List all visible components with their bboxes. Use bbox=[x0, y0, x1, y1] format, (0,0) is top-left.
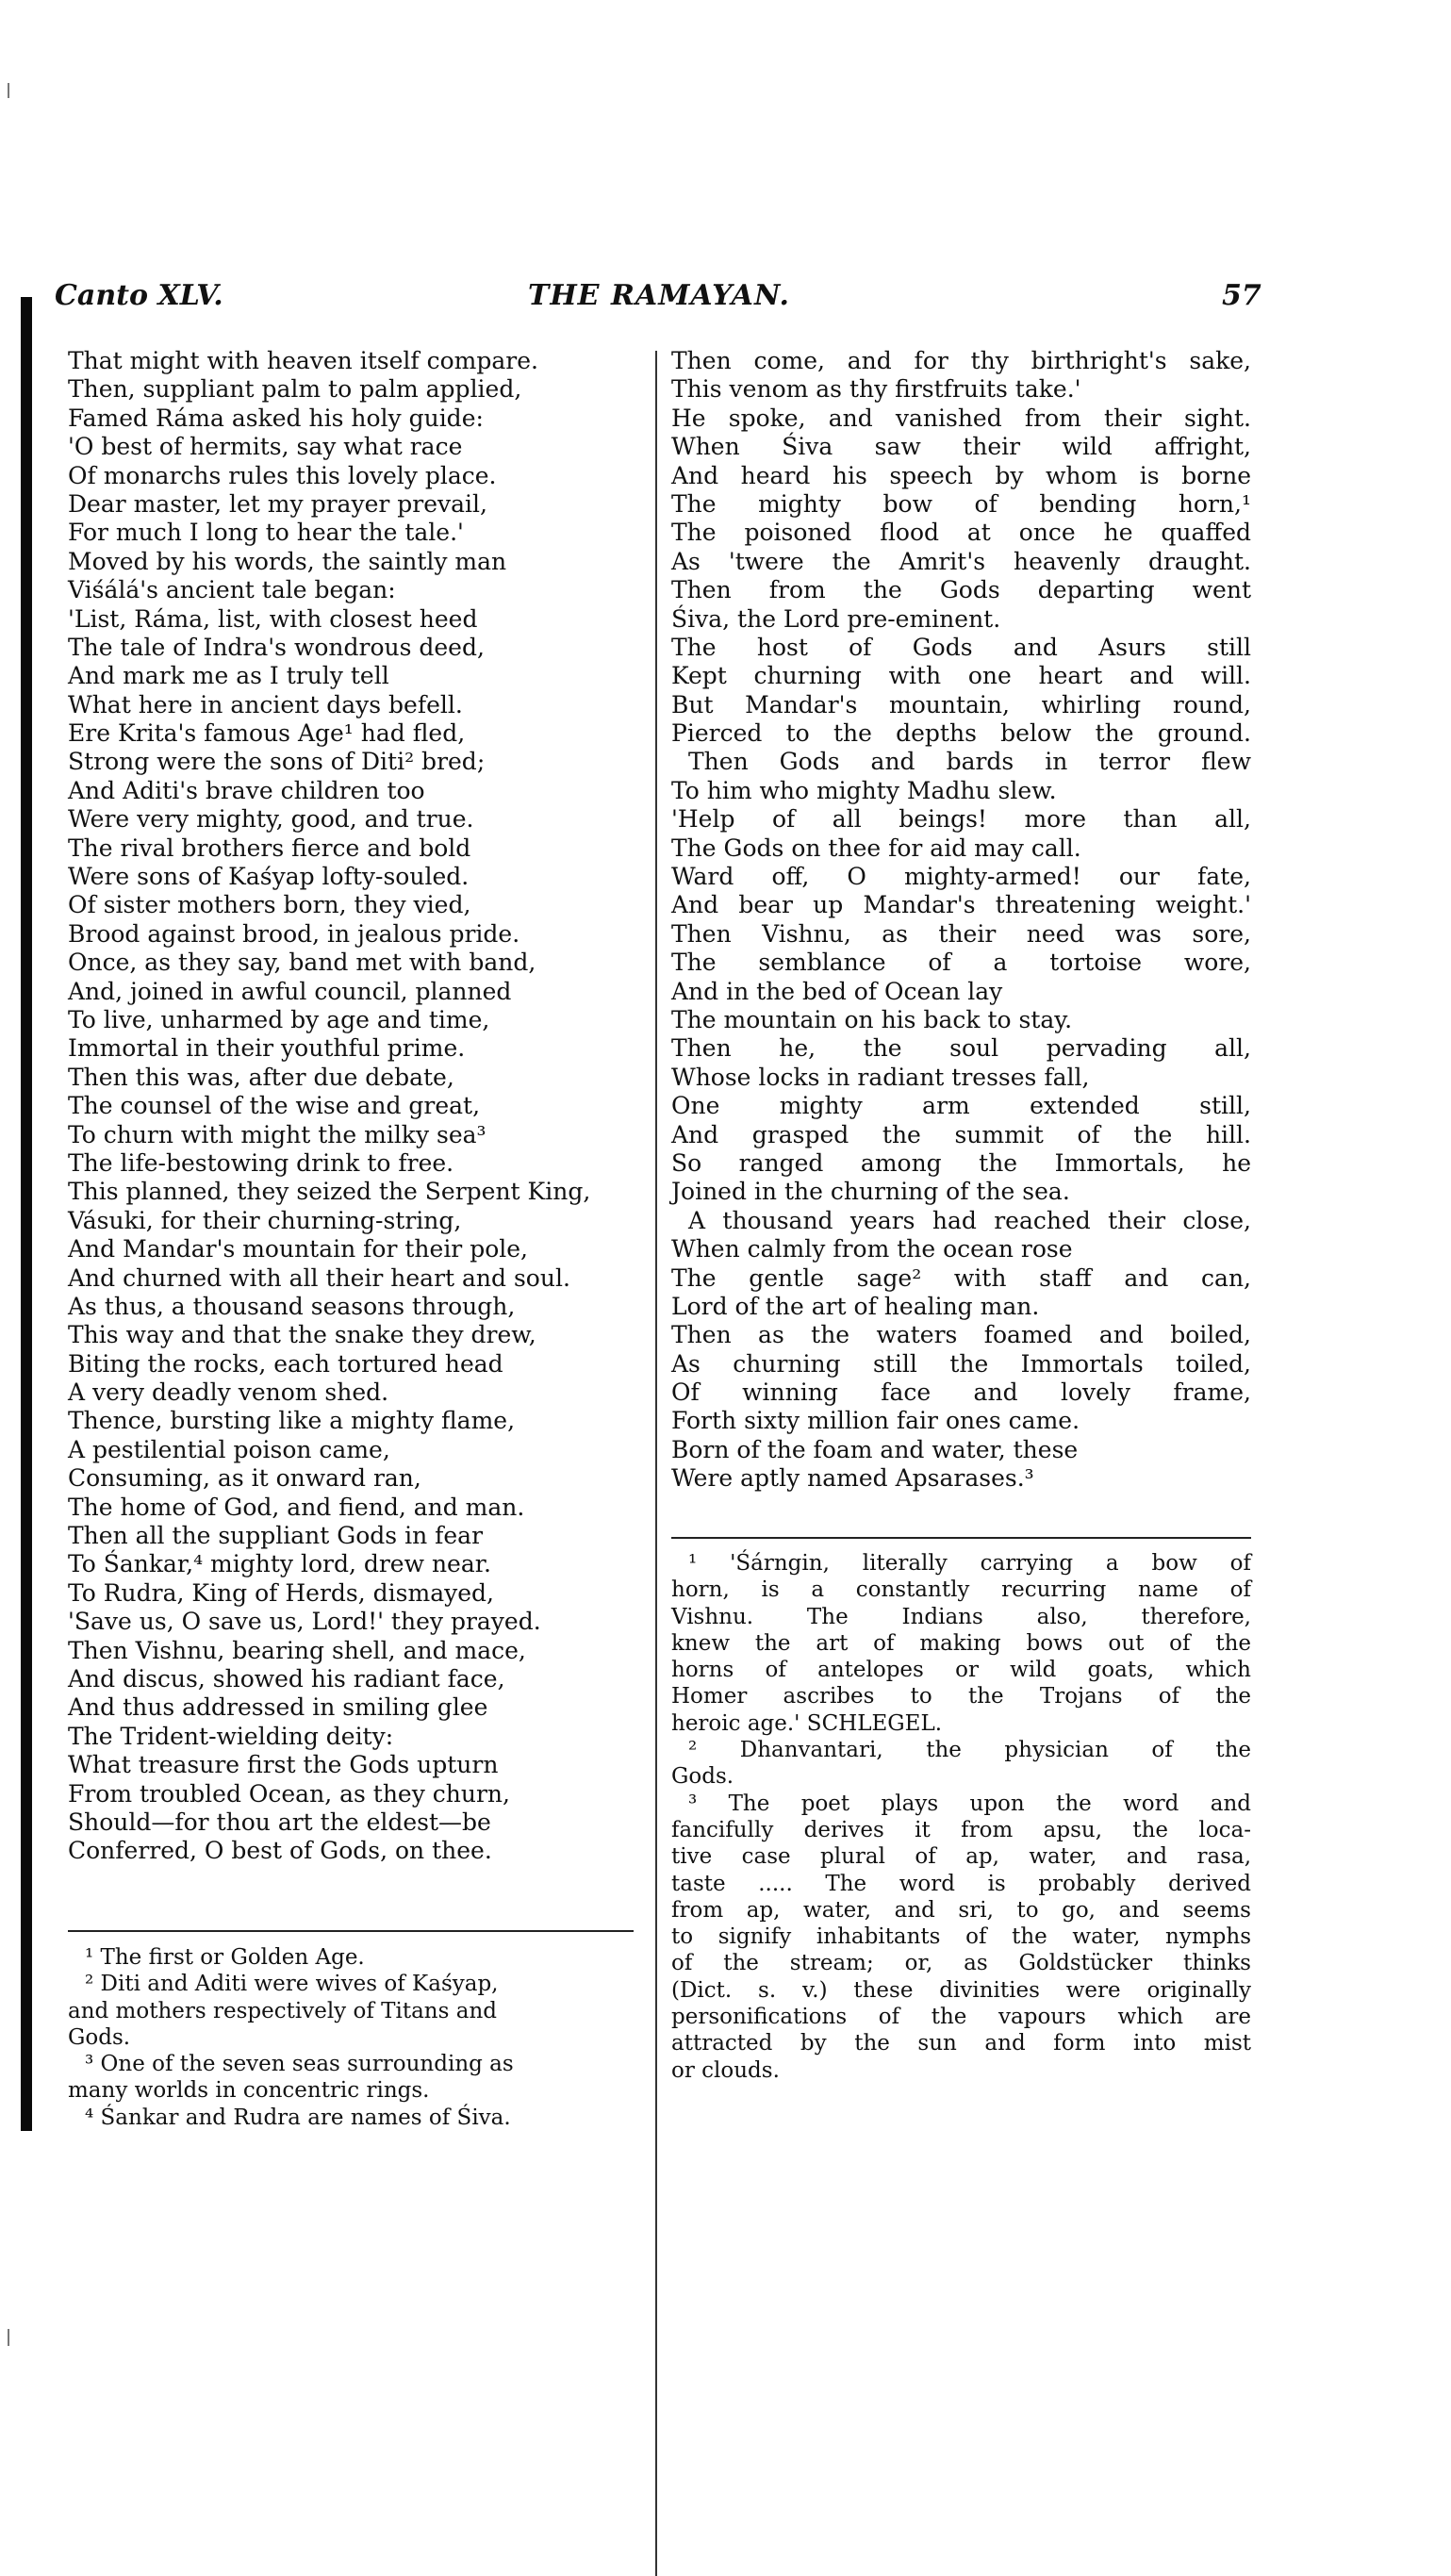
verse-line: To live, unharmed by age and time, bbox=[68, 1005, 490, 1033]
page-number: 57 bbox=[1222, 279, 1261, 312]
footnote-line: ⁴ Śankar and Rudra are names of Śiva. bbox=[85, 2105, 511, 2130]
right-footnote-rule bbox=[671, 1537, 1251, 1539]
verse-line: The home of God, and fiend, and man. bbox=[68, 1493, 525, 1521]
verse-line: And thus addressed in smiling glee bbox=[68, 1693, 488, 1722]
column-divider bbox=[655, 351, 657, 2576]
verse-line: Dear master, let my prayer prevail, bbox=[68, 489, 487, 518]
verse-line: As thus, a thousand seasons through, bbox=[68, 1292, 516, 1320]
verse-line: This planned, they seized the Serpent King, bbox=[68, 1178, 591, 1206]
verse-line: 'List, Ráma, list, with closest heed bbox=[68, 604, 478, 633]
verse-line: Then, suppliant palm to palm applied, bbox=[68, 375, 522, 404]
footnote-line: tive case plural of ap, water, and rasa, bbox=[671, 1844, 1251, 1870]
verse-line: And bear up Mandar's threatening weight.' bbox=[671, 891, 1251, 919]
left-footnotes bbox=[68, 1944, 634, 2131]
verse-line: Famed Ráma asked his holy guide: bbox=[68, 404, 484, 432]
verse-line: The mountain on his back to stay. bbox=[671, 1005, 1073, 1033]
footnote-line: or clouds. bbox=[671, 2057, 780, 2083]
footnote-line: Gods. bbox=[68, 2024, 131, 2050]
verse-line: And mark me as I truly tell bbox=[68, 662, 389, 690]
verse-line: Ward off, O mighty-armed! our fate, bbox=[671, 863, 1251, 891]
verse-line: Kept churning with one heart and will. bbox=[671, 662, 1251, 690]
verse-line: Biting the rocks, each tortured head bbox=[68, 1349, 503, 1378]
verse-line: This way and that the snake they drew, bbox=[68, 1321, 536, 1349]
verse-line: What treasure first the Gods upturn bbox=[68, 1751, 499, 1779]
verse-line: And, joined in awful council, planned bbox=[68, 977, 512, 1005]
verse-line: Of sister mothers born, they vied, bbox=[68, 891, 471, 919]
verse-line: As churning still the Immortals toiled, bbox=[671, 1349, 1251, 1378]
footnote-line: and mothers respectively of Titans and bbox=[68, 1998, 497, 2023]
footnote-line: ¹ 'Śárngin, literally carrying a bow of bbox=[688, 1551, 1251, 1576]
verse-line: The counsel of the wise and great, bbox=[68, 1092, 481, 1120]
verse-line: To churn with might the milky sea³ bbox=[68, 1120, 486, 1148]
footnote-line: Vishnu. The Indians also, therefore, bbox=[671, 1604, 1251, 1629]
left-margin-rule bbox=[21, 297, 32, 2131]
verse-line: Then he, the soul pervading all, bbox=[671, 1034, 1251, 1063]
verse-line: And churned with all their heart and soul. bbox=[68, 1263, 570, 1292]
left-text-column bbox=[68, 347, 634, 1866]
verse-line: Immortal in their youthful prime. bbox=[68, 1034, 466, 1063]
verse-line: 'Save us, O save us, Lord!' they prayed. bbox=[68, 1608, 541, 1636]
verse-line: Viśálá's ancient tale began: bbox=[68, 576, 396, 604]
verse-line: When calmly from the ocean rose bbox=[671, 1235, 1073, 1263]
footnote-line: to signify inhabitants of the water, nymphs bbox=[671, 1924, 1251, 1950]
footnote-line: personifications of the vapours which are bbox=[671, 2005, 1251, 2030]
verse-line: Thence, bursting like a mighty flame, bbox=[68, 1407, 516, 1435]
verse-line: The life-bestowing drink to free. bbox=[68, 1148, 454, 1177]
verse-line: Then all the suppliant Gods in fear bbox=[68, 1522, 484, 1550]
verse-line: The poisoned flood at once he quaffed bbox=[671, 519, 1251, 547]
canto-label: Canto XLV. bbox=[55, 279, 223, 312]
verse-line: Whose locks in radiant tresses fall, bbox=[671, 1063, 1090, 1091]
verse-line: Then Vishnu, as their need was sore, bbox=[671, 919, 1251, 948]
verse-line: To him who mighty Madhu slew. bbox=[671, 776, 1057, 804]
footnote-line: attracted by the sun and form into mist bbox=[671, 2031, 1251, 2056]
footnote-line: from ap, water, and sri, to go, and seems bbox=[671, 1897, 1251, 1923]
verse-line: Should—for thou art the eldest—be bbox=[68, 1808, 491, 1836]
verse-line: And grasped the summit of the hill. bbox=[671, 1120, 1251, 1148]
verse-line: Then come, and for thy birthright's sake, bbox=[671, 347, 1251, 374]
verse-line: Then as the waters foamed and boiled, bbox=[671, 1321, 1251, 1349]
verse-line: Of monarchs rules this lovely place. bbox=[68, 461, 497, 489]
footnote-line: many worlds in concentric rings. bbox=[68, 2078, 430, 2104]
verse-line: Moved by his words, the saintly man bbox=[68, 547, 507, 575]
verse-line: Ere Krita's famous Age¹ had fled, bbox=[68, 719, 466, 748]
verse-line: Then Vishnu, bearing shell, and mace, bbox=[68, 1636, 526, 1664]
verse-line: A very deadly venom shed. bbox=[68, 1379, 389, 1407]
verse-line: To Rudra, King of Herds, dismayed, bbox=[68, 1578, 494, 1607]
verse-line: What here in ancient days befell. bbox=[68, 690, 463, 718]
footnote-line: knew the art of making bows out of the bbox=[671, 1630, 1251, 1656]
footnote-line: Gods. bbox=[671, 1764, 734, 1790]
verse-line: Pierced to the depths below the ground. bbox=[671, 719, 1251, 748]
verse-line: The tale of Indra's wondrous deed, bbox=[68, 633, 485, 661]
verse-line: To Śankar,⁴ mighty lord, drew near. bbox=[68, 1550, 491, 1578]
verse-line: Then this was, after due debate, bbox=[68, 1063, 454, 1091]
verse-line: Born of the foam and water, these bbox=[671, 1435, 1079, 1463]
verse-line: The Trident-wielding deity: bbox=[68, 1722, 394, 1750]
verse-line: Brood against brood, in jealous pride. bbox=[68, 919, 520, 948]
verse-line: The Gods on thee for aid may call. bbox=[671, 834, 1081, 862]
footnote-line: ³ One of the seven seas surrounding as bbox=[85, 2052, 514, 2077]
footnote-line: (Dict. s. v.) these divinities were originally bbox=[671, 1977, 1251, 2003]
footnote-line: ² Diti and Aditi were wives of Kaśyap, bbox=[85, 1972, 499, 1997]
verse-line: Joined in the churning of the sea. bbox=[671, 1178, 1070, 1206]
book-title: THE RAMAYAN. bbox=[528, 279, 790, 312]
footnote-line: ³ The poet plays upon the word and bbox=[688, 1791, 1251, 1816]
footnote-line: of the stream; or, as Goldstücker thinks bbox=[671, 1951, 1251, 1976]
verse-line: The mighty bow of bending horn,¹ bbox=[671, 489, 1251, 518]
verse-line: This venom as thy firstfruits take.' bbox=[671, 375, 1081, 404]
verse-line: 'O best of hermits, say what race bbox=[68, 433, 463, 461]
footnote-line: heroic age.' SCHLEGEL. bbox=[671, 1710, 943, 1736]
footnote-line: fancifully derives it from apsu, the loca- bbox=[671, 1817, 1251, 1842]
verse-line: As 'twere the Amrit's heavenly draught. bbox=[671, 547, 1251, 575]
right-footnotes bbox=[671, 1550, 1251, 2084]
verse-line: So ranged among the Immortals, he bbox=[671, 1148, 1251, 1177]
footnote-line: horn, is a constantly recurring name of bbox=[671, 1577, 1251, 1603]
verse-line: And in the bed of Ocean lay bbox=[671, 977, 1003, 1005]
verse-line: The semblance of a tortoise wore, bbox=[671, 949, 1251, 977]
verse-line: For much I long to hear the tale.' bbox=[68, 519, 464, 547]
right-text-column bbox=[671, 347, 1251, 1494]
verse-line: 'Help of all beings! more than all, bbox=[671, 805, 1251, 834]
verse-line: Consuming, as it onward ran, bbox=[68, 1464, 421, 1493]
verse-line: From troubled Ocean, as they churn, bbox=[68, 1779, 510, 1808]
verse-line: Of winning face and lovely frame, bbox=[671, 1379, 1251, 1407]
verse-line: The host of Gods and Asurs still bbox=[671, 633, 1251, 661]
footnote-line: ¹ The first or Golden Age. bbox=[85, 1945, 365, 1970]
verse-line: He spoke, and vanished from their sight. bbox=[671, 404, 1251, 432]
verse-line: Were very mighty, good, and true. bbox=[68, 805, 474, 834]
verse-line: Were aptly named Apsarases.³ bbox=[671, 1464, 1034, 1493]
verse-line: That might with heaven itself compare. bbox=[68, 347, 538, 374]
scan-mark-bottom bbox=[8, 2329, 9, 2346]
verse-line: And Mandar's mountain for their pole, bbox=[68, 1235, 529, 1263]
verse-line: The rival brothers fierce and bold bbox=[68, 834, 471, 862]
verse-line: One mighty arm extended still, bbox=[671, 1092, 1251, 1120]
verse-line: Śiva, the Lord pre-eminent. bbox=[671, 604, 1001, 633]
footnote-line: horns of antelopes or wild goats, which bbox=[671, 1658, 1251, 1683]
verse-line: The gentle sage² with staff and can, bbox=[671, 1263, 1251, 1292]
verse-line: When Śiva saw their wild affright, bbox=[671, 433, 1251, 461]
verse-line: And heard his speech by whom is borne bbox=[671, 461, 1251, 489]
verse-line: And Aditi's brave children too bbox=[68, 776, 425, 804]
verse-line: Then from the Gods departing went bbox=[671, 576, 1251, 604]
footnote-line: Homer ascribes to the Trojans of the bbox=[671, 1684, 1251, 1709]
verse-line: A thousand years had reached their close, bbox=[688, 1206, 1251, 1234]
verse-line: Then Gods and bards in terror flew bbox=[688, 748, 1251, 776]
left-footnote-rule bbox=[68, 1930, 634, 1932]
verse-line: Were sons of Kaśyap lofty-souled. bbox=[68, 863, 470, 891]
verse-line: Strong were the sons of Diti² bred; bbox=[68, 748, 486, 776]
verse-line: Lord of the art of healing man. bbox=[671, 1292, 1040, 1320]
footnote-line: ² Dhanvantari, the physician of the bbox=[688, 1738, 1251, 1763]
verse-line: Forth sixty million fair ones came. bbox=[671, 1407, 1080, 1435]
verse-line: A pestilential poison came, bbox=[68, 1435, 390, 1463]
verse-line: Conferred, O best of Gods, on thee. bbox=[68, 1837, 492, 1865]
scan-mark-top bbox=[8, 83, 9, 98]
footnote-line: taste ..... The word is probably derived bbox=[671, 1871, 1251, 1896]
verse-line: And discus, showed his radiant face, bbox=[68, 1664, 505, 1693]
verse-line: Vásuki, for their churning-string, bbox=[68, 1206, 462, 1234]
verse-line: Once, as they say, band met with band, bbox=[68, 949, 536, 977]
verse-line: But Mandar's mountain, whirling round, bbox=[671, 690, 1251, 718]
